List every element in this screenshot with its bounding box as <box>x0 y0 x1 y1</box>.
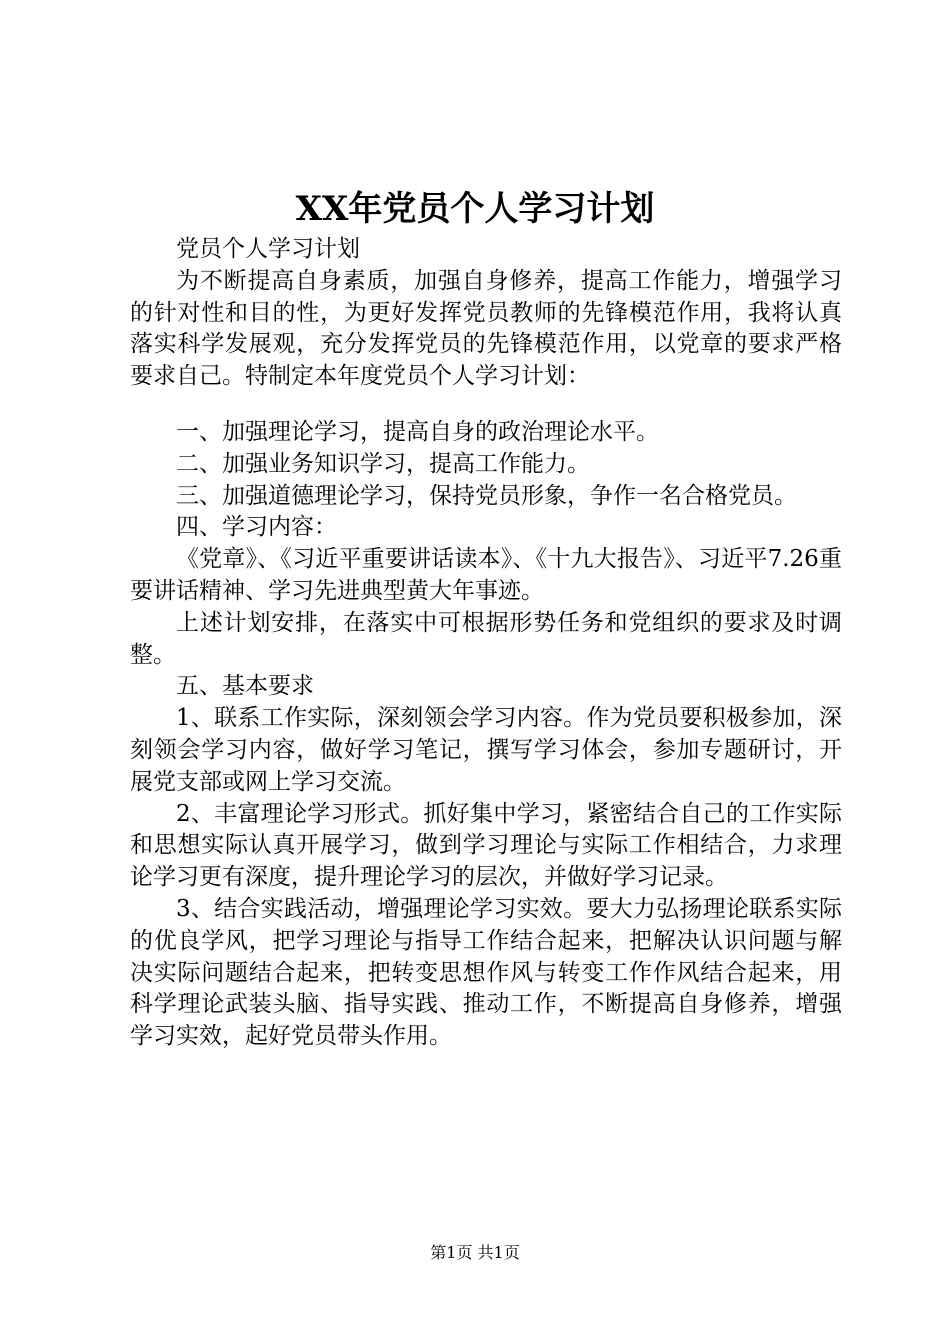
section-four-heading: 四、学习内容： <box>176 514 337 541</box>
document-title: XX年党员个人学习计划 <box>295 189 655 229</box>
section-two-heading: 二、加强业务知识学习，提高工作能力。 <box>176 450 590 477</box>
adjustment-paragraph: 上述计划安排，在落实中可根据形势任务和党组织的要求及时调整。 <box>130 609 842 668</box>
requirement-one-paragraph: 1、联系工作实际，深刻领会学习内容。作为党员要积极参加，深刻领会学习内容，做好学习笔记，撰写学习体会，参加专题研讨，开展党支部或网上学习交流。 <box>130 705 842 795</box>
section-one-heading: 一、加强理论学习，提高自身的政治理论水平。 <box>176 418 659 445</box>
document-body <box>130 234 842 1053</box>
subtitle-paragraph: 党员个人学习计划 <box>176 236 360 262</box>
requirement-three-paragraph: 3、结合实践活动，增强理论学习实效。要大力弘扬理论联系实际的优良学风，把学习理论与指导工作结合起来，把解决认识问题与解决实际问题结合起来，把转变思想作风与转变工作作风结合起来，用科学理论武装头脑、指导实践、推动工作，不断提高自身修养，增强学习实效，起好党员带头作用。 <box>130 895 842 1050</box>
section-five-heading: 五、基本要求 <box>176 673 314 700</box>
study-content-paragraph: 《党章》、《习近平重要讲话读本》、《十九大报告》、习近平7.26重要讲话精神、学习先进典型黄大年事迹。 <box>130 546 842 604</box>
page-footer: 第1页 共1页 <box>430 1243 520 1262</box>
requirement-two-paragraph: 2、丰富理论学习形式。抓好集中学习，紧密结合自己的工作实际和思想实际认真开展学习，做到学习理论与实际工作相结合，力求理论学习更有深度，提升理论学习的层次，并做好学习记录。 <box>130 800 842 891</box>
intro-paragraph: 为不断提高自身素质，加强自身修养，提高工作能力，增强学习的针对性和目的性，为更好发挥党员教师的先锋模范作用，我将认真落实科学发展观，充分发挥党员的先锋模范作用，以党章的要求严格要求自己。特制定本年度党员个人学习计划： <box>130 267 842 390</box>
section-three-heading: 三、加强道德理论学习，保持党员形象，争作一名合格党员。 <box>176 482 797 509</box>
